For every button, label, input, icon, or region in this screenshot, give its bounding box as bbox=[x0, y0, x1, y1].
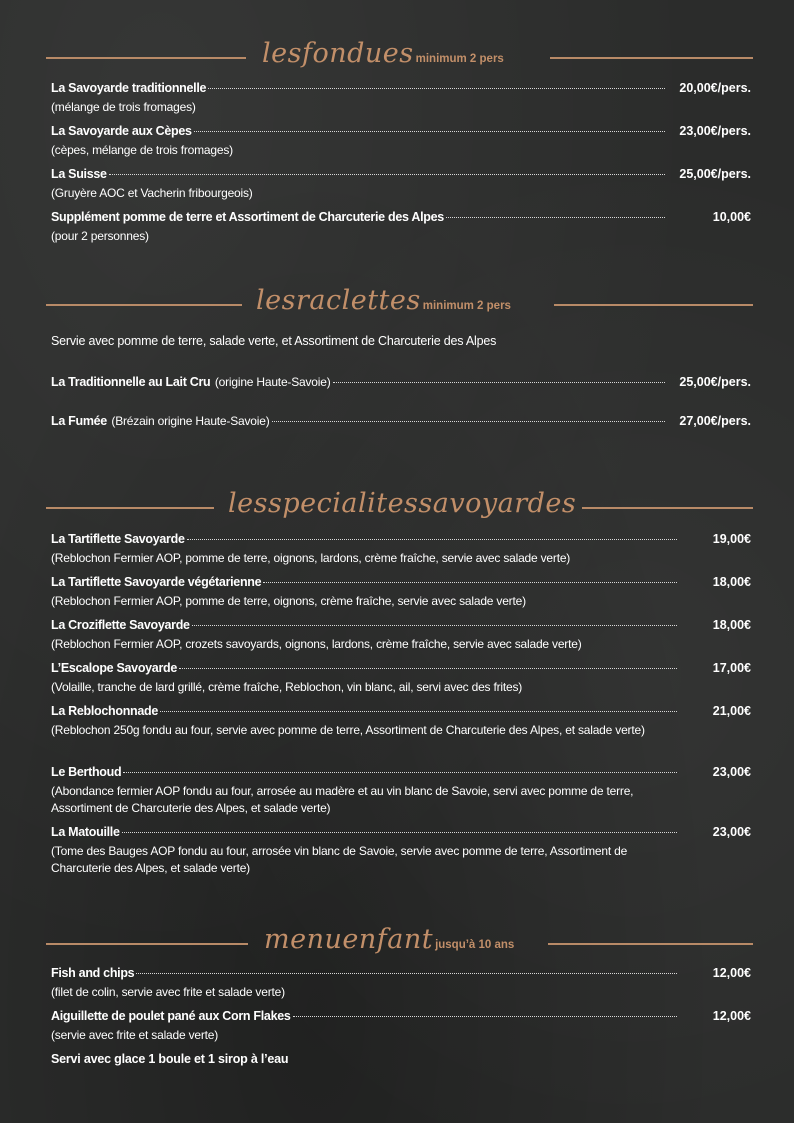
item-description: (cèpes, mélange de trois fromages) bbox=[51, 143, 233, 157]
item-price: 18,00€ bbox=[712, 575, 751, 589]
section-specialites bbox=[0, 488, 794, 528]
item-price: 17,00€ bbox=[712, 661, 751, 675]
item-price: 21,00€ bbox=[712, 704, 751, 718]
item-name: La Matouille bbox=[51, 825, 120, 839]
menu-item bbox=[51, 210, 751, 245]
menu-item bbox=[51, 575, 751, 610]
item-description: (Reblochon 250g fondu au four, servie avec pomme de terre, Assortiment de Charcuterie des Alpes, et salade verte) bbox=[51, 723, 645, 737]
item-price: 27,00€/pers. bbox=[679, 414, 751, 428]
dot-leader bbox=[194, 131, 665, 132]
item-price: 23,00€/pers. bbox=[679, 124, 751, 138]
item-price: 23,00€ bbox=[712, 765, 751, 779]
dot-leader bbox=[123, 772, 677, 773]
menu-item bbox=[51, 765, 751, 817]
menu-item bbox=[51, 81, 751, 116]
dot-leader bbox=[187, 539, 677, 540]
dot-leader bbox=[446, 217, 665, 218]
dot-leader bbox=[192, 625, 677, 626]
menu-item bbox=[51, 167, 751, 202]
item-name: La Traditionnelle au Lait Cru bbox=[51, 375, 211, 389]
item-note: (origine Haute-Savoie) bbox=[214, 375, 331, 389]
item-price: 20,00€/pers. bbox=[679, 81, 751, 95]
divider-left bbox=[46, 507, 214, 509]
dot-leader bbox=[293, 1016, 677, 1017]
dot-leader bbox=[136, 973, 677, 974]
item-name: La Suisse bbox=[51, 167, 107, 181]
item-description: (pour 2 personnes) bbox=[51, 229, 149, 243]
section-subtitle: minimum 2 pers bbox=[422, 300, 511, 312]
section-subtitle: minimum 2 pers bbox=[415, 53, 504, 65]
item-price: 25,00€/pers. bbox=[679, 167, 751, 181]
item-description: (servie avec frite et salade verte) bbox=[51, 1028, 219, 1042]
item-description: (Gruyère AOC et Vacherin fribourgeois) bbox=[51, 186, 253, 200]
item-description: (Volaille, tranche de lard grillé, crème fraîche, Reblochon, vin blanc, ail, servi avec des frites) bbox=[51, 680, 523, 694]
item-name: Le Berthoud bbox=[51, 765, 122, 779]
dot-leader bbox=[272, 421, 666, 422]
section-title: lesfondues bbox=[262, 38, 414, 69]
section-heading bbox=[0, 38, 794, 78]
divider-right bbox=[582, 507, 753, 509]
menu-item bbox=[51, 825, 751, 877]
divider-left bbox=[46, 943, 248, 945]
item-description: (Reblochon Fermier AOP, pomme de terre, oignons, lardons, crème fraîche, servie avec salade verte) bbox=[51, 551, 571, 565]
divider-right bbox=[548, 943, 753, 945]
menu-item bbox=[51, 124, 751, 159]
item-name: La Croziflette Savoyarde bbox=[51, 618, 190, 632]
dot-leader bbox=[179, 668, 677, 669]
section-menu-enfant bbox=[0, 924, 794, 964]
section-raclettes bbox=[0, 285, 794, 325]
menu-item bbox=[51, 661, 751, 696]
dot-leader bbox=[109, 174, 665, 175]
item-price: 19,00€ bbox=[712, 532, 751, 546]
item-description: (Reblochon Fermier AOP, crozets savoyards, oignons, lardons, crème fraîche, servie avec salade verte) bbox=[51, 637, 582, 651]
menu-item bbox=[51, 966, 751, 1001]
raclettes-intro: Servie avec pomme de terre, salade verte, et Assortiment de Charcuterie des Alpes bbox=[51, 334, 497, 348]
dot-leader bbox=[160, 711, 677, 712]
section-title: lesraclettes bbox=[256, 285, 421, 316]
item-name: Supplément pomme de terre et Assortiment de Charcuterie des Alpes bbox=[51, 210, 444, 224]
item-price: 23,00€ bbox=[712, 825, 751, 839]
item-note: (Brézain origine Haute-Savoie) bbox=[111, 414, 270, 428]
section-heading bbox=[0, 285, 794, 325]
item-description: (filet de colin, servie avec frite et salade verte) bbox=[51, 985, 285, 999]
divider-right bbox=[550, 57, 753, 59]
dot-leader bbox=[122, 832, 677, 833]
section-fondues bbox=[0, 38, 794, 78]
item-description: (Tome des Bauges AOP fondu au four, arrosée vin blanc de Savoie, servie avec pomme de terre, Assortiment de Charcuterie des Alpes, et salade verte) bbox=[51, 844, 628, 875]
item-price: 18,00€ bbox=[712, 618, 751, 632]
item-name: La Savoyarde aux Cèpes bbox=[51, 124, 192, 138]
divider-left bbox=[46, 57, 246, 59]
section-title: menuenfant bbox=[264, 924, 434, 955]
dot-leader bbox=[333, 382, 665, 383]
menu-item bbox=[51, 704, 751, 739]
menu-item bbox=[51, 1009, 751, 1044]
menu-item bbox=[51, 532, 751, 567]
divider-left bbox=[46, 304, 242, 306]
item-price: 12,00€ bbox=[712, 1009, 751, 1023]
dot-leader bbox=[208, 88, 665, 89]
dot-leader bbox=[263, 582, 677, 583]
item-description: (mélange de trois fromages) bbox=[51, 100, 196, 114]
item-name: La Tartiflette Savoyarde végétarienne bbox=[51, 575, 262, 589]
divider-right bbox=[554, 304, 753, 306]
section-title: lesspecialitessavoyardes bbox=[228, 488, 577, 519]
item-name: Aiguillette de poulet pané aux Corn Flakes bbox=[51, 1009, 291, 1023]
menu-item bbox=[51, 373, 751, 391]
item-name: Fish and chips bbox=[51, 966, 135, 980]
item-description: (Reblochon Fermier AOP, pomme de terre, oignons, crème fraîche, servie avec salade verte) bbox=[51, 594, 526, 608]
item-name: La Fumée bbox=[51, 414, 107, 428]
menu-item bbox=[51, 412, 751, 430]
item-name: La Tartiflette Savoyarde bbox=[51, 532, 185, 546]
section-heading bbox=[0, 924, 794, 964]
item-description: (Abondance fermier AOP fondu au four, arrosée au madère et au vin blanc de Savoie, servi avec pomme de terre, Assortiment de Charcuterie des Alpes, et salade verte) bbox=[51, 784, 634, 815]
section-subtitle: jusqu’à 10 ans bbox=[435, 939, 515, 951]
item-price: 12,00€ bbox=[712, 966, 751, 980]
kids-menu-footer: Servi avec glace 1 boule et 1 sirop à l’eau bbox=[51, 1052, 289, 1066]
section-heading bbox=[0, 488, 794, 528]
menu-item bbox=[51, 618, 751, 653]
item-price: 10,00€ bbox=[712, 210, 751, 224]
item-name: La Savoyarde traditionnelle bbox=[51, 81, 207, 95]
item-name: La Reblochonnade bbox=[51, 704, 159, 718]
item-price: 25,00€/pers. bbox=[679, 375, 751, 389]
item-name: L’Escalope Savoyarde bbox=[51, 661, 178, 675]
